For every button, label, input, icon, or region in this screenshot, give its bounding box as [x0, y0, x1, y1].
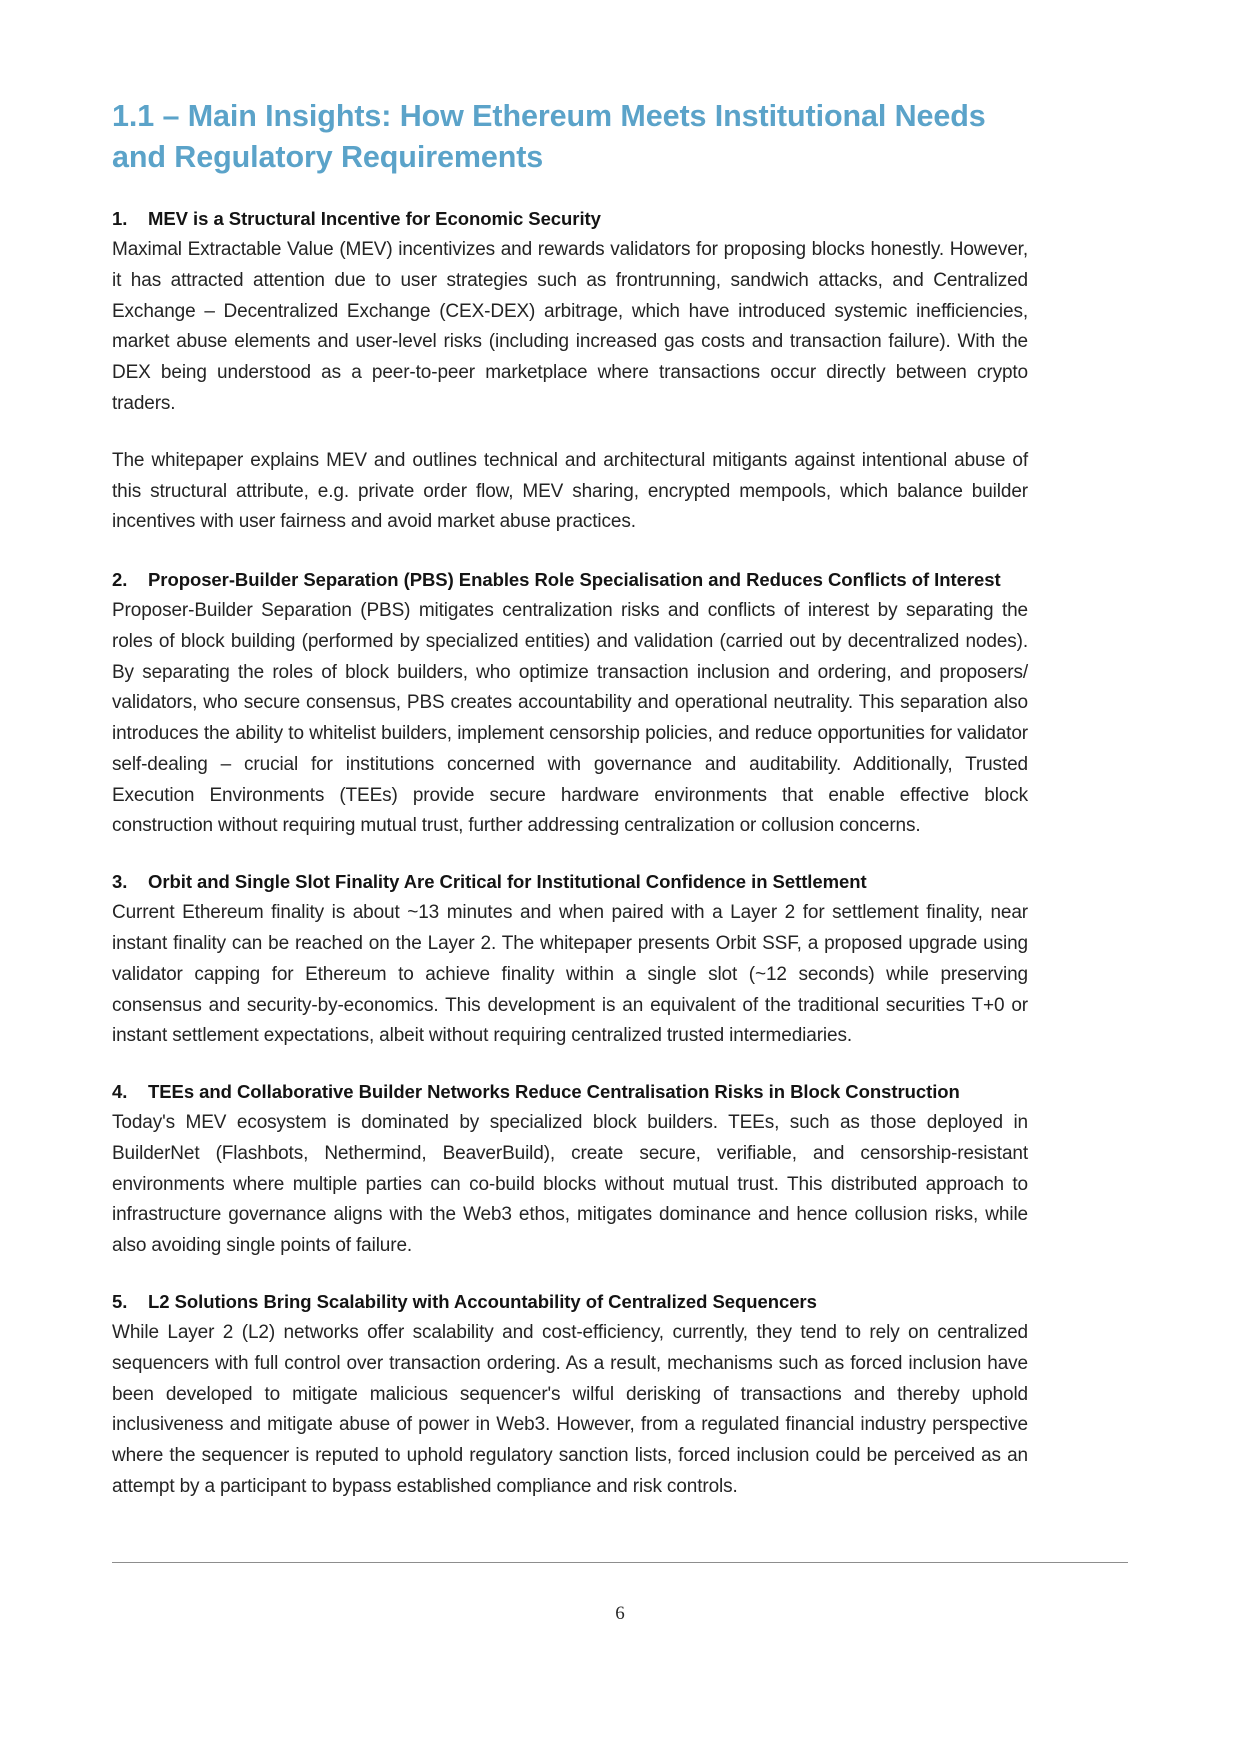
- page-title: 1.1 – Main Insights: How Ethereum Meets Institutional Needs and Regulatory Requirements: [112, 99, 986, 174]
- standalone-paragraph-block: [112, 446, 1028, 538]
- insight-number-4: 4.: [112, 1081, 128, 1103]
- standalone-paragraph: The whitepaper explains MEV and outlines technical and architectural mitigants against intentional abuse of this structural attribute, e.g. private order flow, MEV sharing, encrypted mempools, which balance builder incentives with user fairness and avoid market abuse practices.: [112, 449, 1028, 533]
- insight-block-4: [112, 1080, 1028, 1262]
- insight-number-2: 2.: [112, 569, 128, 591]
- insight-body-2: Proposer-Builder Separation (PBS) mitigates centralization risks and conflicts of interest by separating the roles of block building (performed by specialized entities) and validation (carried out by decentralized nodes). By separating the roles of block builders, who optimize transaction inclusion and ordering, and proposers/ validators, who secure consensus, PBS creates accountability and operational neutrality. This separation also introduces the ability to whitelist builders, implement censorship policies, and reduce opportunities for validator self-dealing – crucial for institutions concerned with governance and auditability. Additionally, Trusted Execution Environments (TEEs) provide secure hardware environments that enable effective block construction without requiring mutual trust, further addressing centralization or collusion concerns.: [112, 600, 1028, 837]
- insight-body-5: While Layer 2 (L2) networks offer scalability and cost-efficiency, currently, they tend to rely on centralized sequencers with full control over transaction ordering. As a result, mechanisms such as forced inclusion have been developed to mitigate malicious sequencer's wilful derisking of transactions and thereby uphold inclusiveness and mitigate abuse of power in Web3. However, from a regulated financial industry perspective where the sequencer is reputed to uphold regulatory sanction lists, forced inclusion could be perceived as an attempt by a participant to bypass established compliance and risk controls.: [112, 1322, 1028, 1497]
- page-number: 6: [615, 1603, 625, 1624]
- page-content: [112, 96, 1028, 1503]
- insight-block-5: [112, 1290, 1028, 1503]
- insight-heading-3: [112, 870, 1028, 894]
- insight-title-4: TEEs and Collaborative Builder Networks Reduce Centralisation Risks in Block Construction: [148, 1081, 960, 1103]
- insight-title-2: Proposer-Builder Separation (PBS) Enables Role Specialisation and Reduces Conflicts of Interest: [148, 569, 1001, 591]
- insight-number-3: 3.: [112, 871, 128, 893]
- page-footer: [112, 1562, 1128, 1625]
- insight-heading-2: [112, 568, 1028, 592]
- insight-block-1: [112, 207, 1028, 420]
- insight-body-4: Today's MEV ecosystem is dominated by specialized block builders. TEEs, such as those deployed in BuilderNet (Flashbots, Nethermind, BeaverBuild), create secure, verifiable, and censorship-resistant environments where multiple parties can co-build blocks without mutual trust. This distributed approach to infrastructure governance aligns with the Web3 ethos, mitigates dominance and hence collusion risks, while also avoiding single points of failure.: [112, 1112, 1028, 1257]
- insight-block-3: [112, 870, 1028, 1052]
- insight-heading-4: [112, 1080, 1028, 1104]
- insight-body-1: Maximal Extractable Value (MEV) incentivizes and rewards validators for proposing blocks honestly. However, it has attracted attention due to user strategies such as frontrunning, sandwich attacks, and Centralized Exchange – Decentralized Exchange (CEX-DEX) arbitrage, which have introduced systemic inefficiencies, market abuse elements and user-level risks (including increased gas costs and transaction failure). With the DEX being understood as a peer-to-peer marketplace where transactions occur directly between crypto traders.: [112, 239, 1028, 414]
- insight-title-5: L2 Solutions Bring Scalability with Accountability of Centralized Sequencers: [148, 1290, 817, 1312]
- insight-title-3: Orbit and Single Slot Finality Are Critical for Institutional Confidence in Settlement: [148, 871, 867, 893]
- insight-heading-1: [112, 207, 1028, 231]
- insight-number-5: 5.: [112, 1290, 128, 1312]
- footer-divider: [112, 1562, 1128, 1563]
- insight-heading-5: [112, 1290, 1028, 1314]
- insight-block-2: [112, 568, 1028, 842]
- insight-number-1: 1.: [112, 208, 128, 230]
- insight-title-1: MEV is a Structural Incentive for Economic Security: [148, 208, 601, 230]
- insight-body-3: Current Ethereum finality is about ~13 minutes and when paired with a Layer 2 for settlement finality, near instant finality can be reached on the Layer 2. The whitepaper presents Orbit SSF, a proposed upgrade using validator capping for Ethereum to achieve finality within a single slot (~12 seconds) while preserving consensus and security-by-economics. This development is an equivalent of the traditional securities T+0 or instant settlement expectations, albeit without requiring centralized trusted intermediaries.: [112, 902, 1028, 1047]
